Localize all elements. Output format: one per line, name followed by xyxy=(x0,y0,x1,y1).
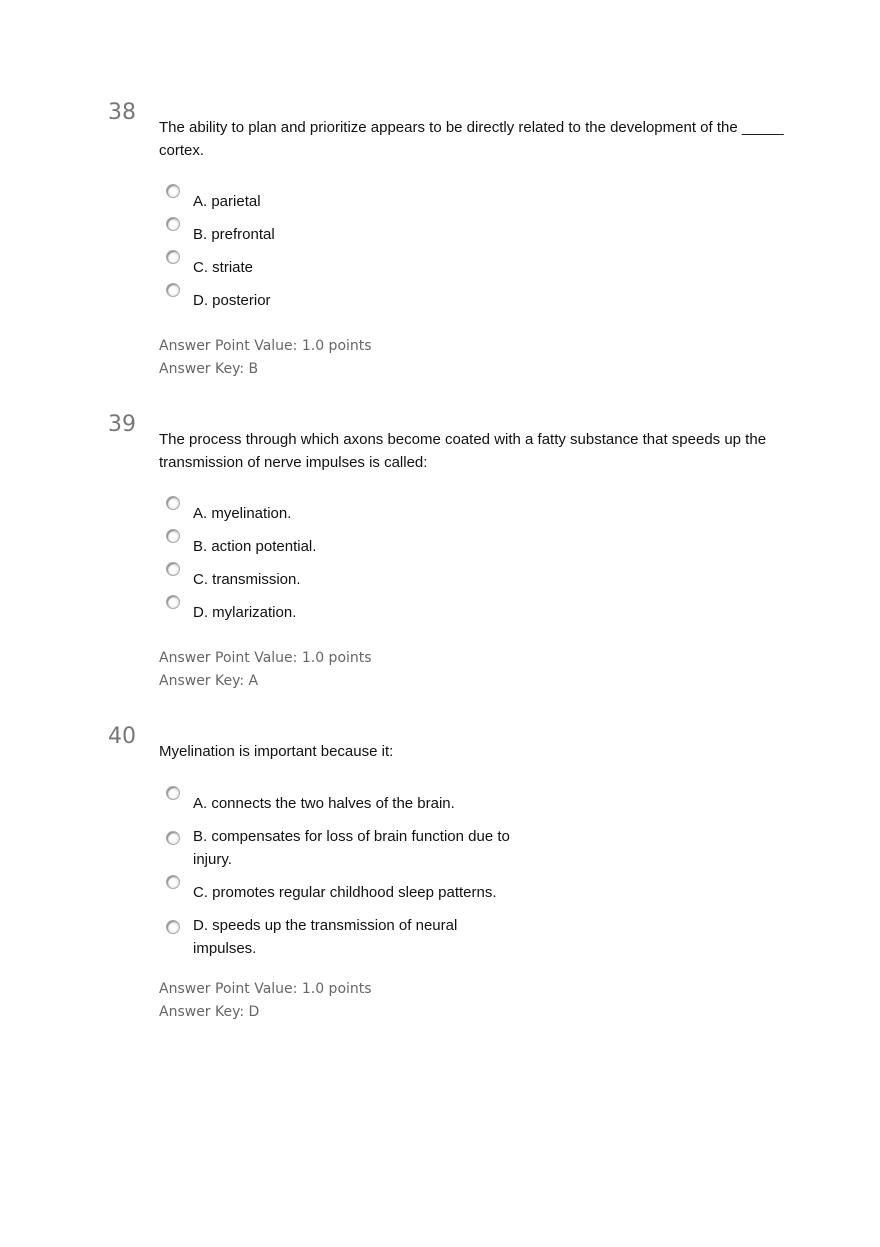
choice-d[interactable] xyxy=(166,289,526,312)
answer-choices xyxy=(166,792,511,970)
radio-button-icon[interactable] xyxy=(166,184,180,198)
choice-label: C. striate xyxy=(193,259,254,276)
answer-choices xyxy=(166,190,526,322)
choice-d[interactable] xyxy=(166,601,526,624)
choice-label: B. prefrontal xyxy=(193,226,275,243)
choice-label: D. posterior xyxy=(193,292,271,309)
radio-button-icon[interactable] xyxy=(166,875,180,889)
answer-point-value: Answer Point Value: 1.0 points xyxy=(159,650,372,666)
answer-choices xyxy=(166,502,526,634)
choice-b[interactable] xyxy=(166,535,526,558)
question-number: 40 xyxy=(108,724,136,749)
radio-button-icon[interactable] xyxy=(166,786,180,800)
choice-a[interactable] xyxy=(166,190,526,213)
choice-label: C. promotes regular childhood sleep patterns. xyxy=(193,884,497,901)
radio-button-icon[interactable] xyxy=(166,831,180,845)
choice-label: A. connects the two halves of the brain. xyxy=(193,795,455,812)
choice-d[interactable] xyxy=(166,914,511,960)
radio-button-icon[interactable] xyxy=(166,496,180,510)
radio-button-icon[interactable] xyxy=(166,562,180,576)
choice-a[interactable] xyxy=(166,792,511,815)
question-number: 39 xyxy=(108,412,136,437)
answer-key: Answer Key: A xyxy=(159,673,259,689)
question-text: The ability to plan and prioritize appears to be directly related to the development of the _____ cortex. xyxy=(159,119,784,159)
choice-a[interactable] xyxy=(166,502,526,525)
choice-label: B. compensates for loss of brain function due to injury. xyxy=(193,828,510,868)
choice-b[interactable] xyxy=(166,223,526,246)
radio-button-icon[interactable] xyxy=(166,283,180,297)
choice-c[interactable] xyxy=(166,881,511,904)
choice-label: D. speeds up the transmission of neural impulses. xyxy=(193,917,458,957)
choice-c[interactable] xyxy=(166,568,526,591)
answer-point-value: Answer Point Value: 1.0 points xyxy=(159,981,372,997)
question-number: 38 xyxy=(108,100,136,125)
answer-point-value: Answer Point Value: 1.0 points xyxy=(159,338,372,354)
answer-key: Answer Key: D xyxy=(159,1004,260,1020)
question-text: The process through which axons become coated with a fatty substance that speeds up the transmission of nerve impulses is called: xyxy=(159,431,767,471)
choice-label: C. transmission. xyxy=(193,571,301,588)
question-text: Myelination is important because it: xyxy=(159,743,394,760)
radio-button-icon[interactable] xyxy=(166,920,180,934)
choice-c[interactable] xyxy=(166,256,526,279)
radio-button-icon[interactable] xyxy=(166,250,180,264)
radio-button-icon[interactable] xyxy=(166,595,180,609)
radio-button-icon[interactable] xyxy=(166,217,180,231)
choice-label: A. myelination. xyxy=(193,505,292,522)
choice-label: B. action potential. xyxy=(193,538,317,555)
choice-label: A. parietal xyxy=(193,193,261,210)
choice-label: D. mylarization. xyxy=(193,604,297,621)
choice-b[interactable] xyxy=(166,825,511,871)
answer-key: Answer Key: B xyxy=(159,361,259,377)
radio-button-icon[interactable] xyxy=(166,529,180,543)
